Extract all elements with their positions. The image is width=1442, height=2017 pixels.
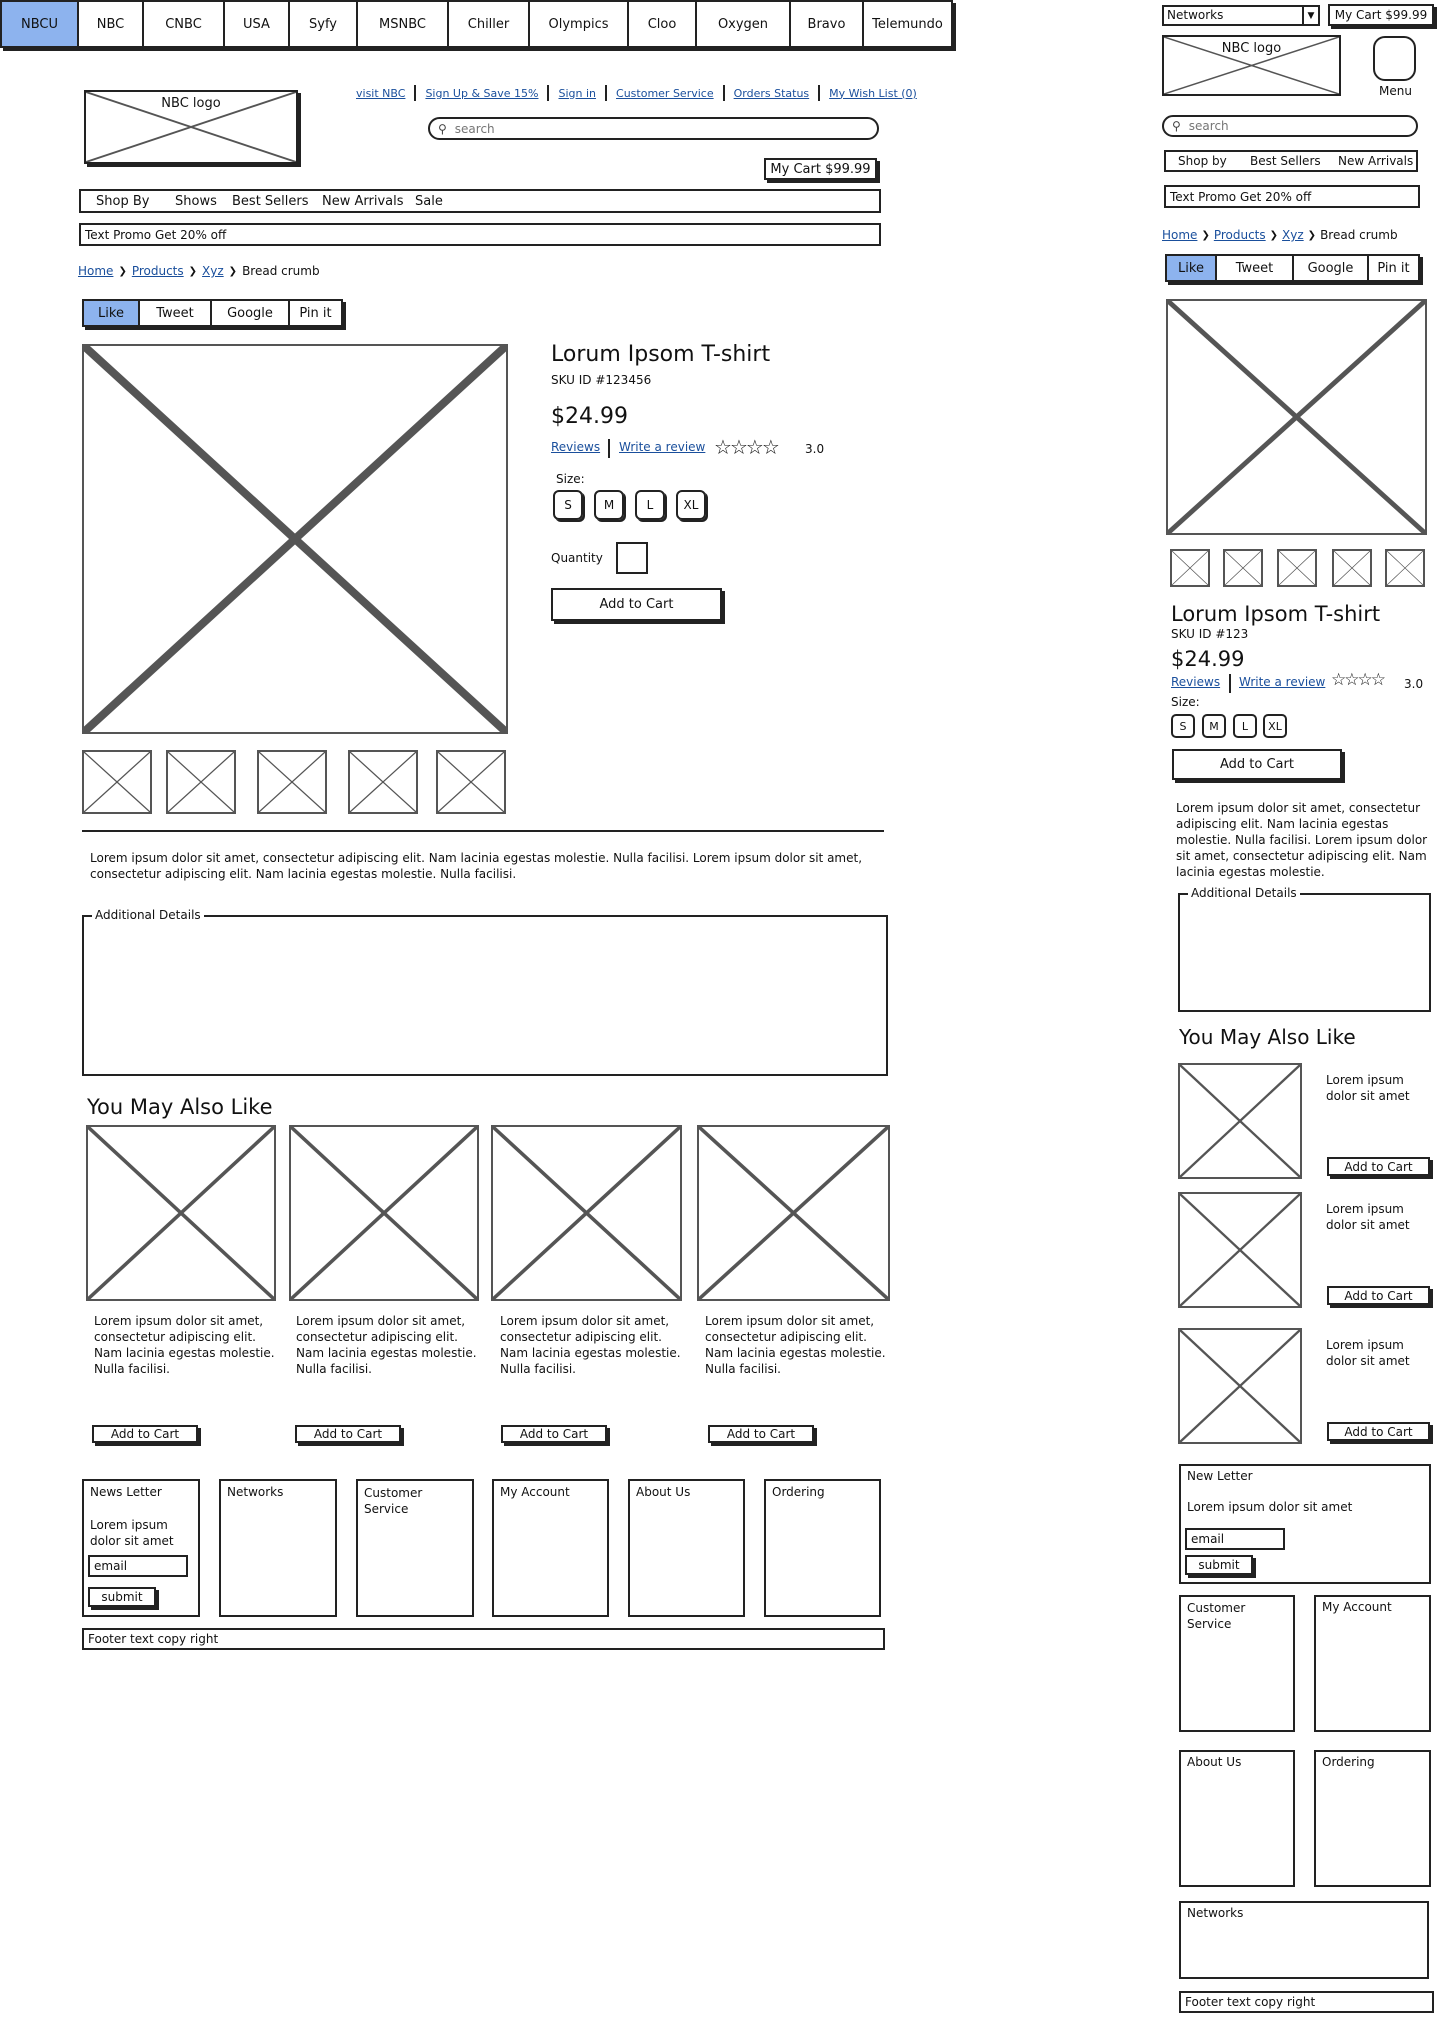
mobile-recommendation-image[interactable] [1178,1328,1302,1444]
mobile-footer-my-account [1314,1595,1431,1732]
tab-bravo[interactable]: Bravo [791,2,864,46]
mobile-product-thumbnail[interactable] [1277,549,1317,587]
breadcrumb-home[interactable]: Home [78,264,114,278]
nav-best-sellers[interactable]: Best Sellers [232,194,309,209]
main-nav [79,189,881,213]
mobile-newsletter [1179,1464,1431,1584]
google-button[interactable]: Google [212,301,290,325]
recommendation-add-to-cart[interactable]: Add to Cart [92,1425,198,1443]
mobile-recommendation-image[interactable] [1178,1192,1302,1308]
star-icon: ☆ [1370,670,1384,690]
footer-column-title[interactable]: Ordering [1322,1755,1375,1769]
footer-my-account [492,1479,609,1617]
google-button[interactable]: Google [1294,256,1369,280]
size-xl-button[interactable]: XL [676,490,706,520]
tab-syfy[interactable]: Syfy [290,2,358,46]
mobile-product-sku: SKU ID #123 [1171,627,1249,641]
tweet-button[interactable]: Tweet [140,301,212,325]
product-description: Lorem ipsum dolor sit amet, consectetur adipiscing elit. Nam lacinia egestas molestie. Nulla facilisi. Lorem ipsum dolor sit amet, consectetur adipiscing elit. Nam lacinia egestas molestie. Nulla facilisi. [90,851,863,881]
footer-customer-service [356,1479,474,1617]
newsletter-title: New Letter [1187,1469,1253,1483]
mobile-additional-details [1178,886,1431,1012]
util-separator [818,85,820,101]
submit-button[interactable]: submit [1185,1555,1253,1575]
search-icon: ⚲ [438,121,447,136]
recommendation-text: Lorem ipsum dolor sit amet, consectetur adipiscing elit. Nam lacinia egestas molestie. Nulla facilisi. [296,1314,477,1376]
nav-sale[interactable]: Sale [415,194,443,209]
star-icon: ☆ [1357,670,1371,690]
mobile-search-box[interactable] [1162,115,1418,137]
newsletter-text: Lorem ipsum dolor sit amet [1187,1500,1353,1514]
mobile-footer-copyright [1179,1991,1434,2013]
logo-label: NBC logo [161,96,221,111]
tab-nbc[interactable]: NBC [79,2,144,46]
search-input[interactable] [453,121,808,137]
copyright-text: Footer text copy right [88,1632,219,1646]
email-field[interactable]: email [88,1555,188,1577]
pin-it-button[interactable]: Pin it [1377,260,1410,276]
tab-cloo[interactable]: Cloo [629,2,697,46]
tab-msnbc[interactable]: MSNBC [358,2,449,46]
mobile-footer-networks [1179,1901,1429,1979]
networks-select-value: Networks [1167,8,1224,22]
star-icon: ☆ [745,435,762,459]
orders-status-link[interactable]: Orders Status [733,86,810,100]
footer-newsletter [82,1479,200,1617]
chevron-right-icon: ❯ [1201,229,1210,241]
size-l-button[interactable]: L [1233,714,1257,738]
mobile-cart-button[interactable]: My Cart $99.99 [1328,4,1434,26]
mobile-networks-select[interactable] [1162,5,1320,26]
product-title: Lorum Ipsom T-shirt [551,342,771,367]
rating-stars [714,435,778,459]
also-like-title: You May Also Like [87,1095,273,1119]
like-button[interactable]: Like [84,301,140,325]
mobile-breadcrumb [1162,226,1398,244]
size-s-button[interactable]: S [1171,714,1195,738]
mobile-add-to-cart-button[interactable]: Add to Cart [1172,749,1342,780]
recommendation-text: Lorem ipsum dolor sit amet, consectetur adipiscing elit. Nam lacinia egestas molestie. Nulla facilisi. [705,1314,886,1376]
copyright-text: Footer text copy right [1185,1995,1316,2009]
rating-value: 3.0 [805,442,825,456]
tab-oxygen[interactable]: Oxygen [697,2,791,46]
nav-shop-by[interactable]: Shop By [96,194,150,209]
mobile-product-thumbnail[interactable] [1223,549,1263,587]
footer-about-us [628,1479,745,1617]
size-l-button[interactable]: L [635,490,665,520]
product-thumbnail[interactable] [82,750,152,814]
mobile-product-thumbnail[interactable] [1170,549,1210,587]
add-to-cart-button[interactable]: Add to Cart [551,588,722,621]
like-button[interactable]: Like [1167,256,1217,280]
mobile-recommendation-text: Lorem ipsum dolor sit amet [1326,1338,1410,1368]
rating-stars [1331,670,1384,690]
chevron-right-icon: ❯ [118,265,127,277]
util-separator [605,85,607,101]
size-s-button[interactable]: S [553,490,583,520]
product-sku: SKU ID #123456 [551,373,652,387]
logo-label: NBC logo [1221,41,1282,56]
footer-column-title[interactable]: About Us [1187,1755,1242,1769]
menu-icon[interactable] [1373,36,1416,81]
signup-save-link[interactable]: Sign Up & Save 15% [425,86,539,100]
tab-olympics[interactable]: Olympics [530,2,629,46]
mobile-product-price: $24.99 [1171,647,1245,671]
submit-button[interactable]: submit [88,1587,156,1607]
nav-new-arrivals[interactable]: New Arrivals [1338,154,1414,168]
footer-column-title[interactable]: Networks [1187,1906,1244,1920]
tab-nbcu[interactable]: NBCU [2,2,79,46]
recommendation-add-to-cart[interactable]: Add to Cart [295,1425,401,1443]
promo-banner[interactable] [79,223,881,246]
nav-best-sellers[interactable]: Best Sellers [1250,154,1321,168]
mobile-promo-banner[interactable] [1164,185,1420,208]
mobile-recommendation-add-to-cart[interactable]: Add to Cart [1327,1286,1430,1305]
util-separator [414,85,416,101]
mobile-footer-about-us [1179,1750,1295,1887]
star-icon: ☆ [729,435,746,459]
util-separator [547,85,549,101]
chevron-right-icon: ❯ [228,265,238,277]
mobile-recommendation-image[interactable] [1178,1063,1302,1179]
breadcrumb-xyz[interactable]: Xyz [1282,228,1304,242]
mobile-search-input[interactable] [1187,118,1386,134]
chevron-right-icon: ❯ [188,265,198,277]
reviews-link[interactable]: Reviews [551,440,601,454]
reviews-link[interactable]: Reviews [1171,675,1221,689]
tab-usa[interactable]: USA [225,2,290,46]
mobile-product-thumbnail[interactable] [1332,549,1372,587]
additional-details-panel [82,908,888,1076]
breadcrumb-products[interactable]: Products [131,264,184,278]
mobile-social-bar [1165,254,1420,282]
footer-column-title[interactable]: My Account [1322,1600,1392,1614]
product-thumbnail[interactable] [436,750,506,814]
pin-it-button[interactable]: Pin it [299,305,332,321]
tab-cnbc[interactable]: CNBC [144,2,225,46]
mobile-recommendation-add-to-cart[interactable]: Add to Cart [1327,1157,1430,1176]
promo-text: Text Promo Get 20% off [1170,190,1312,204]
star-icon: ☆ [714,435,730,459]
dropdown-arrow-icon[interactable]: ▼ [1302,7,1318,24]
mobile-product-title: Lorum Ipsom T-shirt [1171,602,1381,626]
quantity-label: Quantity [551,551,603,565]
product-thumbnail[interactable] [257,750,327,814]
customer-service-link[interactable]: Customer Service [616,86,714,100]
menu-label[interactable]: Menu [1379,84,1412,98]
review-separator [608,439,610,458]
mobile-nbc-logo[interactable] [1162,35,1341,96]
tab-chiller[interactable]: Chiller [449,2,530,46]
tweet-button[interactable]: Tweet [1217,256,1294,280]
chevron-right-icon: ❯ [1307,229,1317,241]
additional-details-label: Additional Details [92,908,204,922]
product-thumbnail[interactable] [166,750,236,814]
star-icon: ☆ [1331,670,1345,690]
footer-column-title[interactable]: Ordering [772,1485,825,1499]
mobile-recommendation-text: Lorem ipsum dolor sit amet [1326,1073,1410,1103]
rating-value: 3.0 [1404,677,1424,691]
utility-links [356,84,917,102]
mobile-footer-ordering [1314,1750,1431,1887]
search-box[interactable] [428,117,879,140]
recommendation-text: Lorem ipsum dolor sit amet, consectetur adipiscing elit. Nam lacinia egestas molestie. Nulla facilisi. [94,1314,275,1376]
product-thumbnail[interactable] [348,750,418,814]
cart-button[interactable]: My Cart $99.99 [764,158,877,180]
recommendation-add-to-cart[interactable]: Add to Cart [708,1425,814,1443]
star-icon: ☆ [1344,670,1358,690]
write-review-link[interactable]: Write a review [619,440,706,454]
footer-column-title[interactable]: Customer Service [1187,1601,1246,1631]
promo-text: Text Promo Get 20% off [85,228,227,242]
footer-column-title[interactable]: My Account [500,1485,570,1499]
size-m-button[interactable]: M [594,490,624,520]
mobile-recommendation-text: Lorem ipsum dolor sit amet [1326,1202,1410,1232]
wish-list-link[interactable]: My Wish List (0) [829,86,917,100]
section-divider [82,830,884,832]
product-price: $24.99 [551,404,628,429]
sign-in-link[interactable]: Sign in [558,86,597,100]
footer-column-title[interactable]: Customer Service [364,1486,423,1516]
recommendation-image[interactable] [86,1125,276,1301]
review-separator [1229,674,1231,693]
visit-nbc-link[interactable]: visit NBC [356,86,406,100]
mobile-description: Lorem ipsum dolor sit amet, consectetur adipiscing elit. Nam lacinia egestas molestie. Nulla facilisi. Lorem ipsum dolor sit amet, consectetur adipiscing elit. Nam lacinia egestas molestie. [1176,801,1428,879]
nav-new-arrivals[interactable]: New Arrivals [322,194,404,209]
breadcrumb-xyz[interactable]: Xyz [202,264,224,278]
nbc-logo[interactable] [84,90,298,164]
write-review-link[interactable]: Write a review [1239,675,1326,689]
chevron-right-icon: ❯ [1269,229,1279,241]
breadcrumb [78,262,320,280]
mobile-product-thumbnail[interactable] [1385,549,1425,587]
network-tabs [0,0,953,48]
size-label: Size: [556,472,585,486]
mobile-also-like-title: You May Also Like [1179,1025,1356,1049]
email-field[interactable]: email [1185,1528,1285,1550]
footer-column-title[interactable]: Networks [227,1485,284,1499]
social-share-bar [82,299,343,327]
size-label: Size: [1171,695,1200,709]
breadcrumb-current: Bread crumb [1320,228,1398,242]
additional-details-label: Additional Details [1188,886,1300,900]
recommendation-add-to-cart[interactable]: Add to Cart [501,1425,607,1443]
breadcrumb-home[interactable]: Home [1162,228,1198,242]
footer-copyright [82,1628,885,1650]
quantity-input[interactable] [616,542,648,574]
footer-networks [219,1479,337,1617]
footer-ordering [764,1479,881,1617]
tab-telemundo[interactable]: Telemundo [872,16,943,32]
recommendation-image[interactable] [697,1125,890,1301]
product-main-image[interactable] [82,344,508,734]
breadcrumb-products[interactable]: Products [1213,228,1266,242]
breadcrumb-current: Bread crumb [242,264,320,278]
star-icon: ☆ [761,435,778,459]
util-separator [723,85,725,101]
mobile-recommendation-add-to-cart[interactable]: Add to Cart [1327,1422,1430,1441]
recommendation-image[interactable] [289,1125,479,1301]
recommendation-text: Lorem ipsum dolor sit amet, consectetur adipiscing elit. Nam lacinia egestas molestie. Nulla facilisi. [500,1314,681,1376]
mobile-main-nav [1164,150,1418,172]
footer-column-title[interactable]: About Us [636,1485,691,1499]
search-icon: ⚲ [1172,119,1181,133]
nav-shop-by[interactable]: Shop by [1178,154,1227,168]
nav-shows[interactable]: Shows [175,194,217,209]
size-xl-button[interactable]: XL [1263,714,1287,738]
size-m-button[interactable]: M [1202,714,1226,738]
recommendation-image[interactable] [491,1125,682,1301]
newsletter-title: News Letter [90,1485,162,1499]
newsletter-text: Lorem ipsum dolor sit amet [90,1518,174,1548]
mobile-product-image[interactable] [1166,299,1427,535]
mobile-footer-customer-service [1179,1595,1295,1732]
